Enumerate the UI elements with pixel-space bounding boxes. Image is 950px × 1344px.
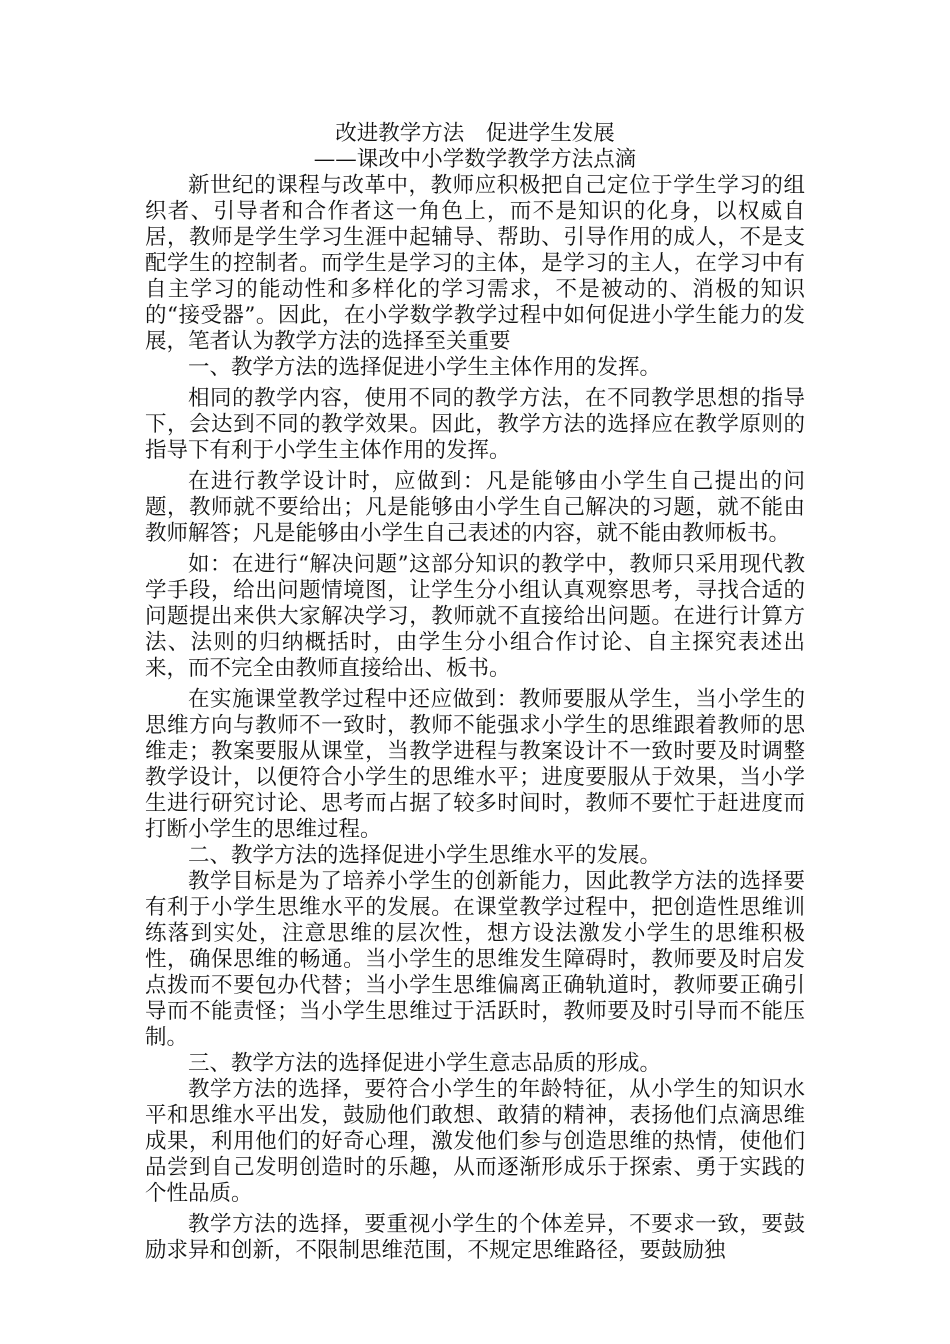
section-3-paragraph-2: 教学方法的选择，要重视小学生的个体差异，不要求一致，要鼓励求异和创新，不限制思维范围，不规定思维路径，要鼓励独: [145, 1212, 805, 1263]
section-3-heading: 三、教学方法的选择促进小学生意志品质的形成。: [188, 1051, 662, 1076]
document-page: [145, 120, 805, 1264]
document-subtitle: ——课改中小学数学教学方法点滴: [313, 147, 637, 172]
section-1-paragraph-3: 如：在进行“解决问题”这部分知识的教学中，教师只采用现代教学手段，给出问题情境图，让学生分小组认真观察思考，寻找合适的问题提出来供大家解决学习，教师就不直接给出问题。在进行计算方法、法则的归纳概括时，由学生分小组合作讨论、自主探究表述出来，而不完全由教师直接给出、板书。: [145, 552, 805, 681]
section-2-paragraph-1: 教学目标是为了培养小学生的创新能力，因此教学方法的选择要有利于小学生思维水平的发展。在课堂教学过程中，把创造性思维训练落到实处，注意思维的层次性，想方设法激发小学生的思维积极性，确保思维的畅通。当小学生的思维发生障碍时，教师要及时启发点拨而不要包办代替；当小学生思维偏离正确轨道时，教师要正确引导而不能责怪；当小学生思维过于活跃时，教师要及时引导而不能压制。: [145, 869, 805, 1050]
section-1-paragraph-4: 在实施课堂教学过程中还应做到：教师要服从学生，当小学生的思维方向与教师不一致时，教师不能强求小学生的思维跟着教师的思维走；教案要服从课堂，当教学进程与教案设计不一致时要及时调整教学设计，以便符合小学生的思维水平；进度要服从于效果，当小学生进行研究讨论、思考而占据了较多时间时，教师不要忙于赶进度而打断小学生的思维过程。: [145, 687, 805, 842]
section-1-paragraph-1: 相同的教学内容，使用不同的教学方法，在不同教学思想的指导下，会达到不同的教学效果。因此，教学方法的选择应在教学原则的指导下有利于小学生主体作用的发挥。: [145, 386, 805, 463]
section-2-heading: 二、教学方法的选择促进小学生思维水平的发展。: [188, 843, 662, 868]
section-1-paragraph-2: 在进行教学设计时，应做到：凡是能够由小学生自己提出的问题，教师就不要给出；凡是能够由小学生自己解决的习题，就不能由教师解答；凡是能够由小学生自己表述的内容，就不能由教师板书。: [145, 469, 805, 546]
document-title: 改进教学方法 促进学生发展: [335, 121, 615, 146]
section-3-paragraph-1: 教学方法的选择，要符合小学生的年龄特征，从小学生的知识水平和思维水平出发，鼓励他们敢想、敢猜的精神，表扬他们点滴思维成果，利用他们的好奇心理，激发他们参与创造思维的热情，使他们品尝到自己发明创造时的乐趣，从而逐渐形成乐于探索、勇于实践的个性品质。: [145, 1077, 805, 1206]
intro-paragraph: 新世纪的课程与改革中，教师应积极把自己定位于学生学习的组织者、引导者和合作者这一角色上，而不是知识的化身，以权威自居，教师是学生学习生涯中起辅导、帮助、引导作用的成人，不是支配学生的控制者。而学生是学习的主体，是学习的主人，在学习中有自主学习的能动性和多样化的学习需求，不是被动的、消极的知识的“接受器”。因此，在小学数学教学过程中如何促进小学生能力的发展，笔者认为教学方法的选择至关重要: [145, 173, 805, 354]
section-1-heading: 一、教学方法的选择促进小学生主体作用的发挥。: [188, 355, 662, 380]
